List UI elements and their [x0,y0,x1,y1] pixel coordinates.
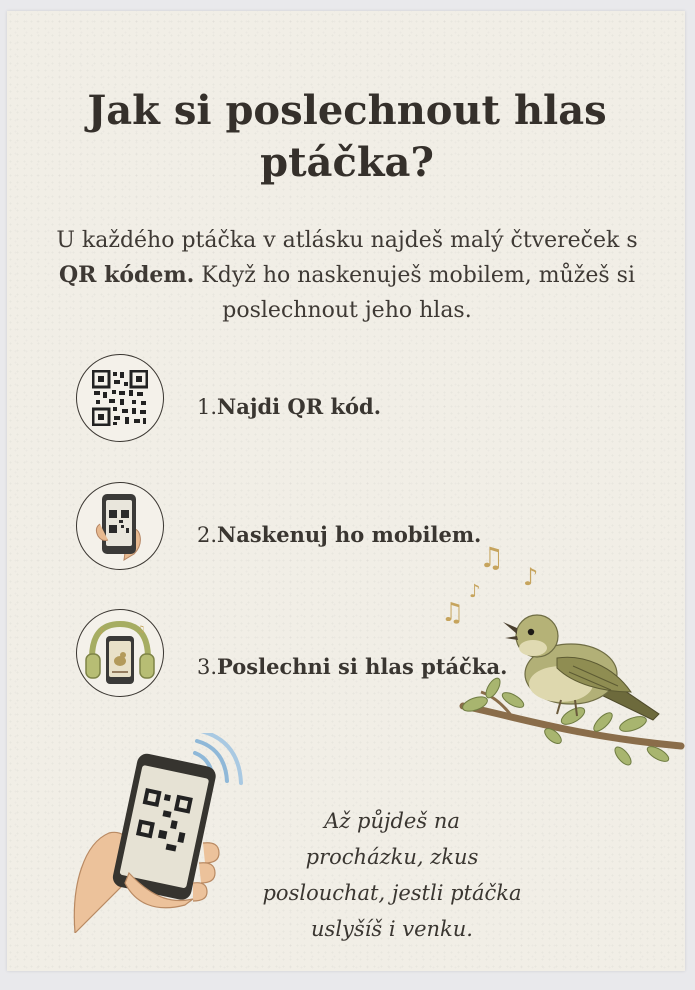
headphones-phone-icon [76,609,164,697]
svg-text:♪: ♪ [469,581,481,602]
step-2-text: Naskenuj ho mobilem. [217,522,482,547]
singing-bird-illustration [453,596,685,781]
svg-text:♫: ♫ [479,541,505,574]
qr-code-icon [76,354,164,442]
step-3-text: Poslechni si hlas ptáčka. [217,654,508,679]
intro-text-2: Když ho naskenuješ mobilem, můžeš si poslechnout jeho hlas. [194,263,636,323]
svg-text:♫: ♫ [441,598,465,628]
step-3-number: 3. [197,655,218,679]
step-1 [197,394,381,419]
intro-bold-qr: QR kódem. [58,262,195,288]
instruction-sheet [7,11,685,971]
svg-text:♫: ♫ [137,625,146,635]
phone-scan-icon [76,482,164,570]
step-1-number: 1. [197,395,218,419]
svg-text:♪: ♪ [523,563,539,591]
step-2-number: 2. [197,523,218,547]
intro-paragraph [47,223,647,328]
svg-text:♪: ♪ [99,627,105,637]
closing-note: Až půjdeš na procházku, zkus poslouchat, jestli ptáčka uslyšíš i venku. [262,809,522,941]
hand-holding-phone-illustration [65,733,265,933]
step-1-text: Najdi QR kód. [217,394,382,419]
intro-text-1: U každého ptáčka v atlásku najdeš malý čtvereček s [56,228,638,253]
page-title: Jak si poslechnout hlas ptáčka? [87,87,607,186]
